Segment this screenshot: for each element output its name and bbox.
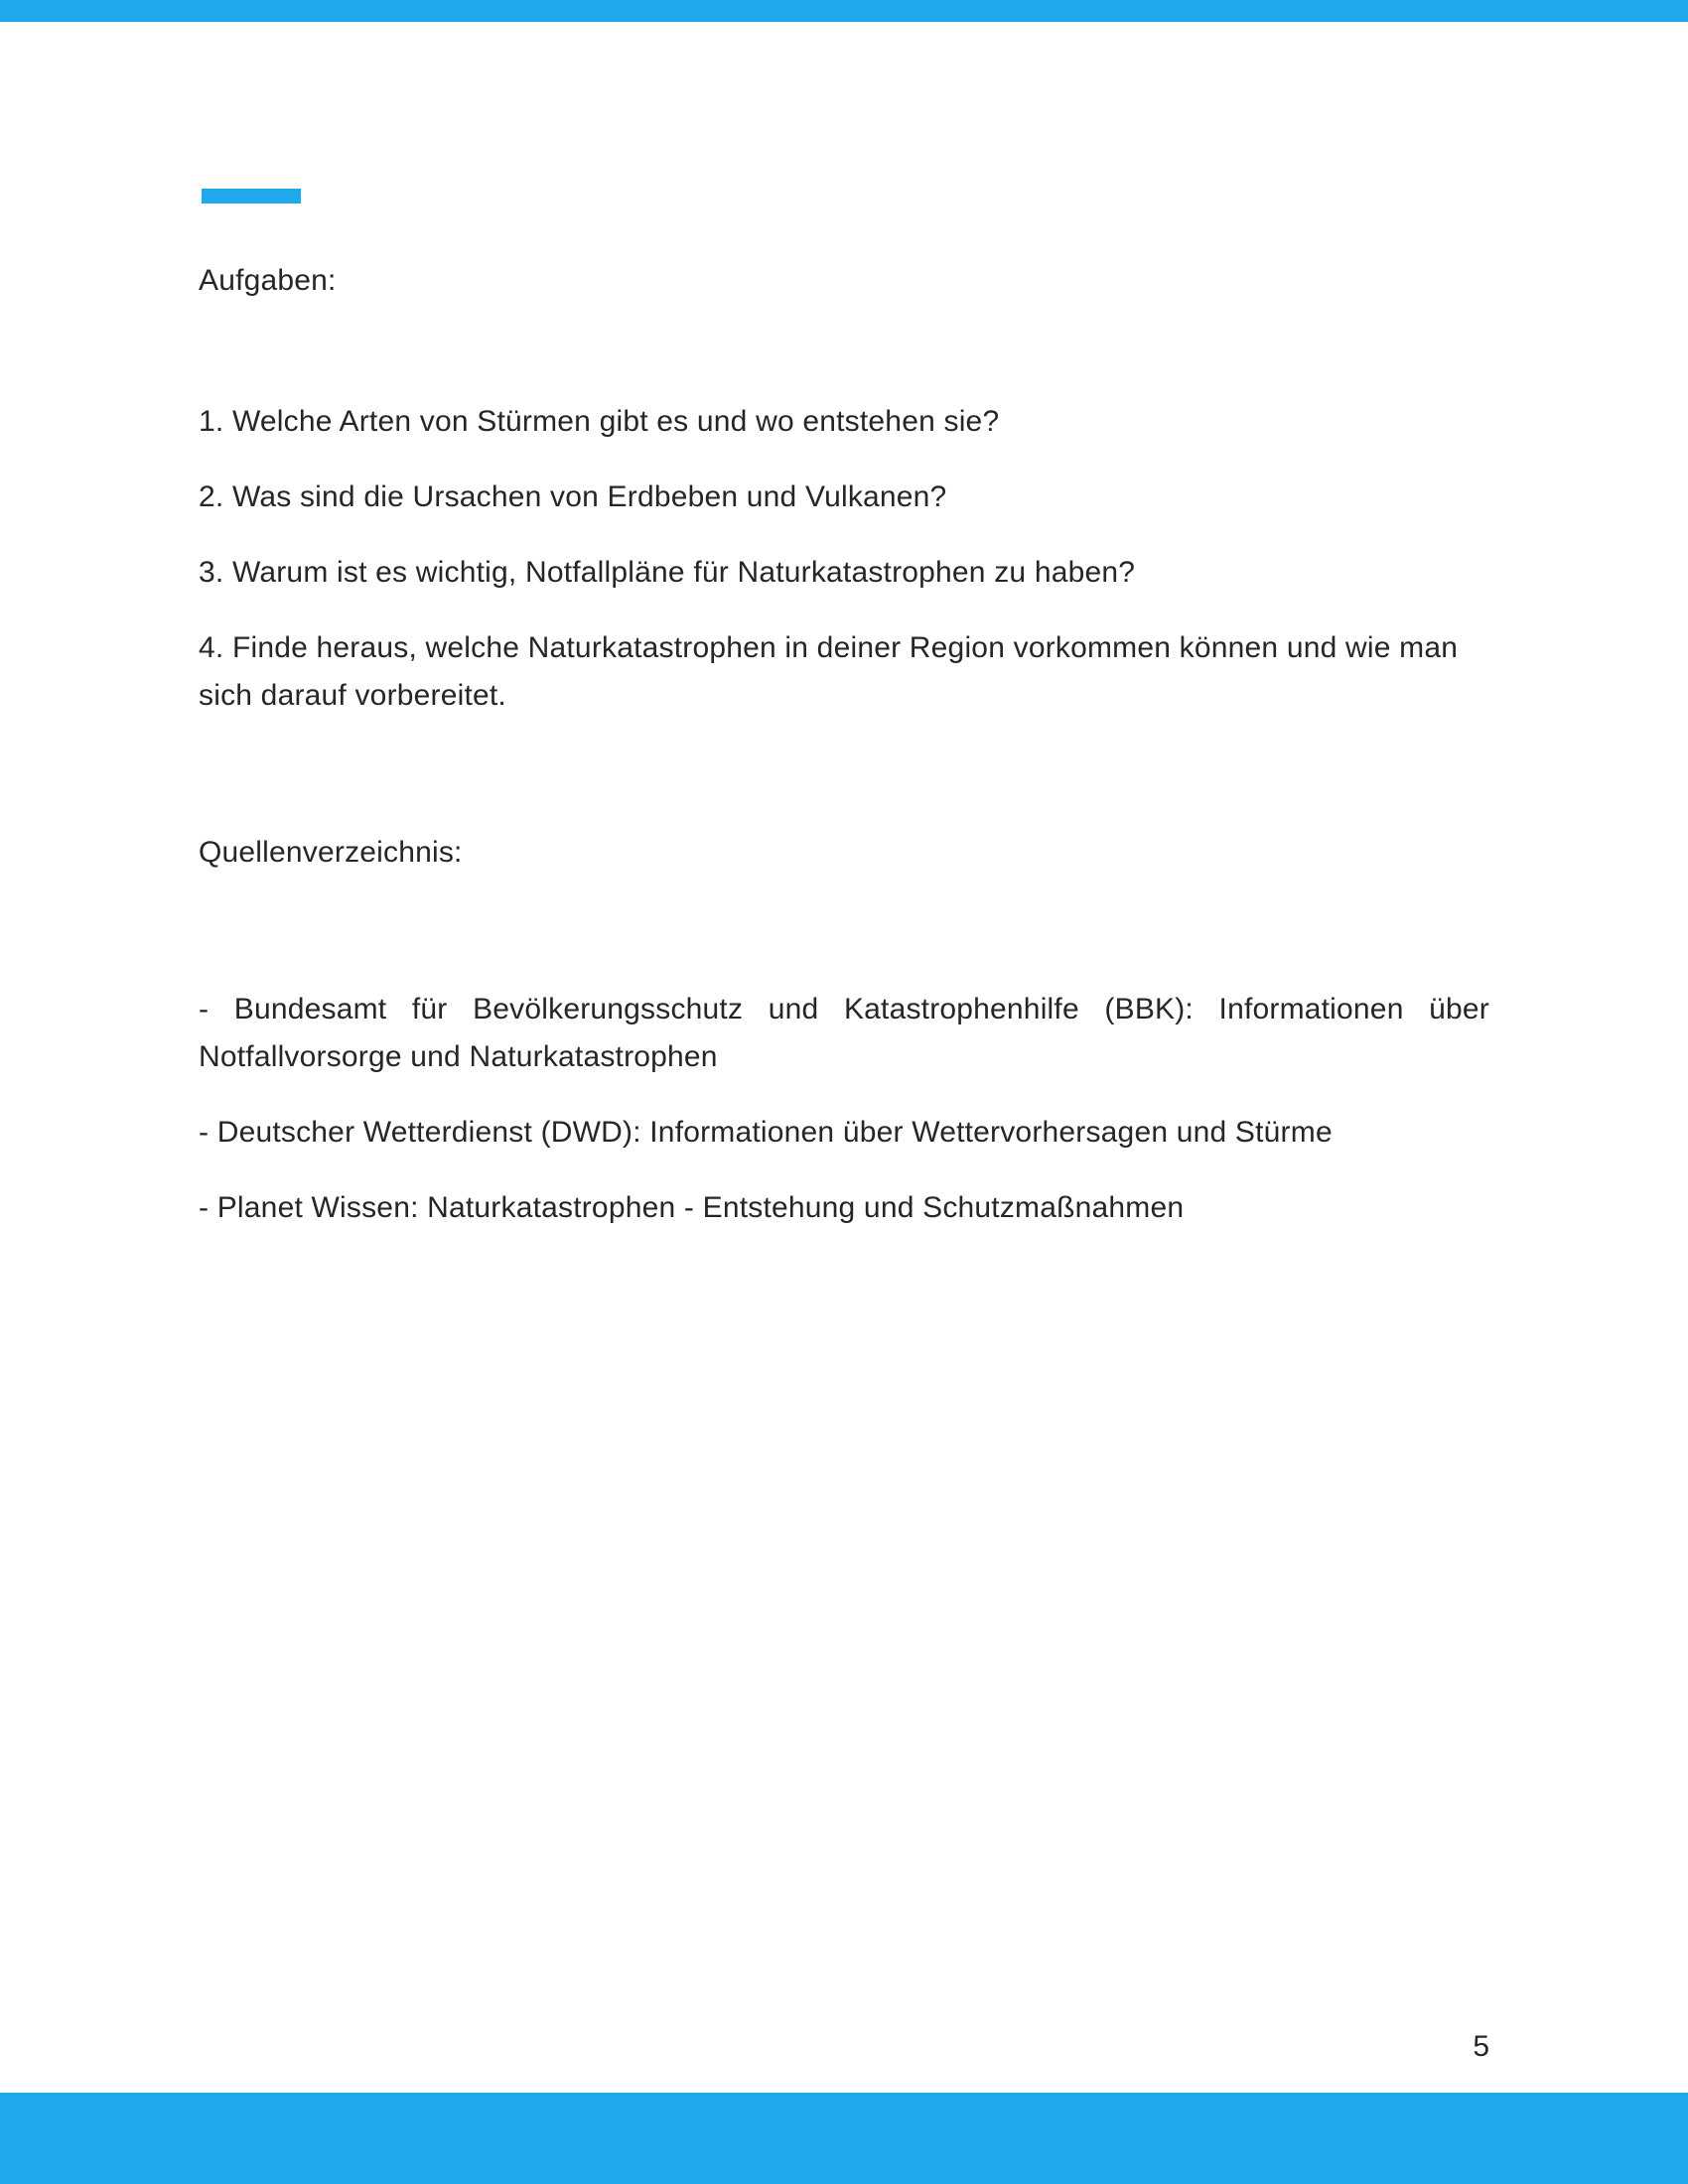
top-accent-bar bbox=[0, 0, 1688, 22]
page-content bbox=[199, 22, 1489, 1260]
task-item: 3. Warum ist es wichtig, Notfallpläne für Naturkatastrophen zu haben? bbox=[199, 556, 1136, 589]
tasks-heading: Aufgaben: bbox=[199, 264, 337, 297]
sources-heading: Quellenverzeichnis: bbox=[199, 836, 463, 869]
source-item: - Bundesamt für Bevölkerungsschutz und Katastrophenhilfe (BBK): Informationen über Notfallvorsorge und Naturkatastrophen bbox=[199, 993, 1489, 1073]
section-accent-bar bbox=[202, 189, 301, 204]
source-item: - Deutscher Wetterdienst (DWD): Informationen über Wettervorhersagen und Stürme bbox=[199, 1116, 1333, 1149]
task-item: 2. Was sind die Ursachen von Erdbeben und Vulkanen? bbox=[199, 480, 947, 513]
task-item: 4. Finde heraus, welche Naturkatastrophen in deiner Region vorkommen können und wie man sich darauf vorbereitet. bbox=[199, 631, 1459, 712]
source-item: - Planet Wissen: Naturkatastrophen - Entstehung und Schutzmaßnahmen bbox=[199, 1191, 1185, 1224]
footer-accent-bar bbox=[0, 2093, 1688, 2184]
task-item: 1. Welche Arten von Stürmen gibt es und wo entstehen sie? bbox=[199, 405, 1000, 438]
page-number: 5 bbox=[1473, 2030, 1489, 2063]
